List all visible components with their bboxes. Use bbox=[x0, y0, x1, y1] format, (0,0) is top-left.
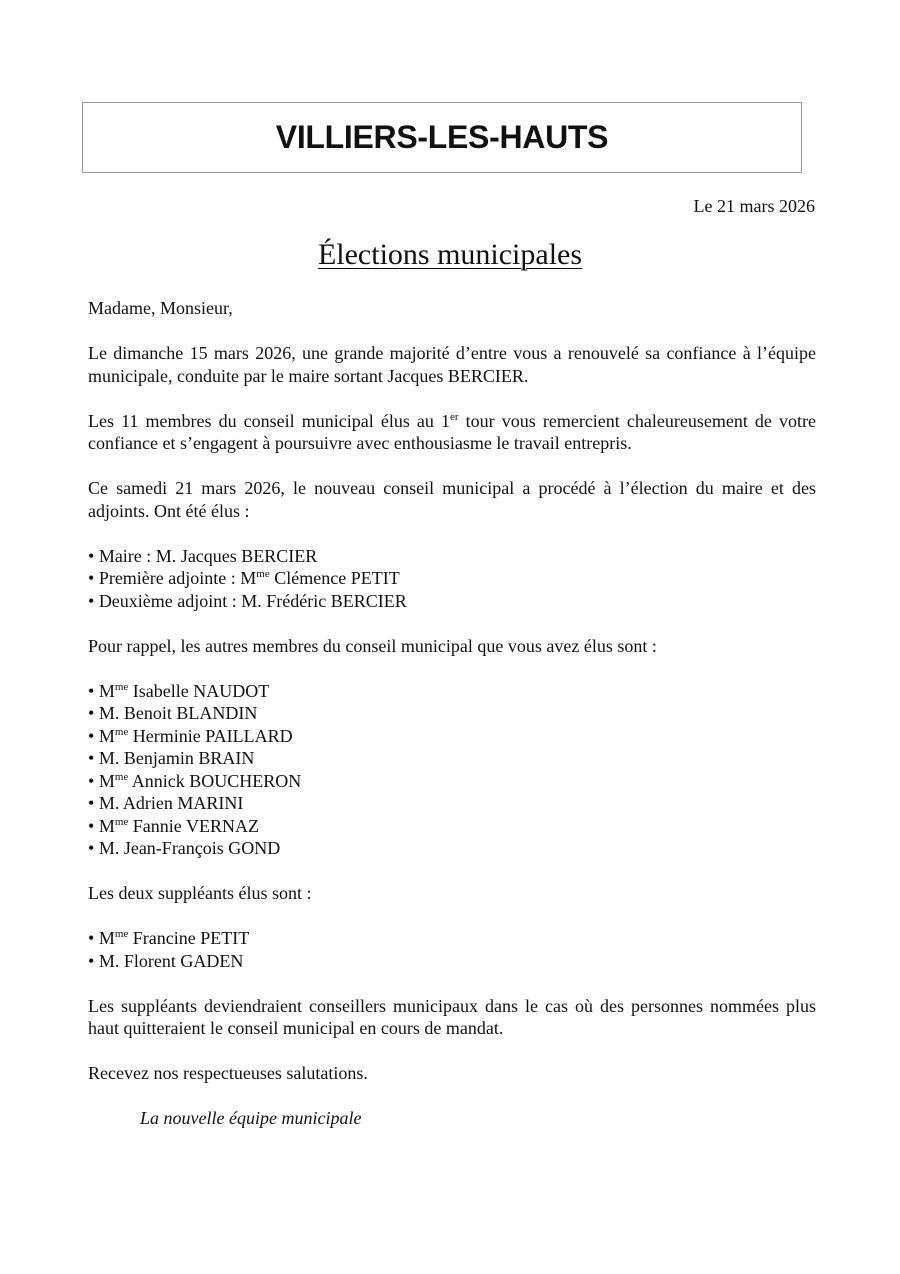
paragraph-substitutes-note: Les suppléants deviendraient conseillers municipaux dans le cas où des personnes nommées plus haut quitteraient le conseil municipal en cours de mandat. bbox=[88, 995, 816, 1038]
town-name: VILLIERS-LES-HAUTS bbox=[275, 119, 609, 155]
substitute-item: • $M^{me}$ Francine PETIT bbox=[88, 927, 816, 950]
member-item: • M. Benjamin BRAIN bbox=[88, 747, 816, 770]
letter-body bbox=[88, 297, 816, 1152]
member-item: • $M^{me}$ Herminie PAILLARD bbox=[88, 725, 816, 748]
members-list bbox=[88, 680, 816, 860]
paragraph-mayor-election: Ce samedi 21 mars 2026, le nouveau conseil municipal a procédé à l’élection du maire et des adjoints. Ont été élus : bbox=[88, 478, 816, 521]
paragraph-thanks-end: tour vous remercient chaleureusement de votre confiance et s’engagent à poursuivre avec enthousiasme le travail entrepris. bbox=[88, 410, 816, 453]
closing: Recevez nos respectueuses salutations. bbox=[88, 1063, 368, 1083]
substitute-item: • M. Florent GADEN bbox=[88, 950, 816, 973]
ordinal-suffix: er bbox=[450, 410, 459, 423]
document-title bbox=[0, 238, 900, 272]
letter-date: Le 21 mars 2026 bbox=[693, 196, 815, 216]
member-item: • $M^{me}$ Isabelle NAUDOT bbox=[88, 680, 816, 703]
member-item: • $M^{me}$ Annick BOUCHERON bbox=[88, 770, 816, 793]
document-title-text: Élections municipales bbox=[317, 238, 583, 271]
executive-list bbox=[88, 545, 816, 613]
executive-item: • Maire : M. Jacques BERCIER bbox=[88, 545, 816, 568]
substitutes-list bbox=[88, 927, 816, 972]
paragraph-other-members: Pour rappel, les autres membres du conseil municipal que vous avez élus sont : bbox=[88, 635, 657, 656]
member-item: • M. Benoit BLANDIN bbox=[88, 702, 816, 725]
member-item: • M. Adrien MARINI bbox=[88, 792, 816, 815]
town-header-box bbox=[82, 102, 802, 173]
paragraph-thanks-start: Les 11 membres du conseil municipal élus au 1 bbox=[88, 410, 451, 431]
executive-item: • Première adjointe : $M^{me}$ Clémence PETIT bbox=[88, 567, 816, 590]
paragraph-substitutes-intro: Les deux suppléants élus sont : bbox=[88, 883, 312, 903]
paragraph-thanks bbox=[88, 410, 816, 455]
signature: La nouvelle équipe municipale bbox=[140, 1108, 362, 1128]
greeting: Madame, Monsieur, bbox=[88, 298, 233, 318]
executive-item: • Deuxième adjoint : M. Frédéric BERCIER bbox=[88, 590, 816, 613]
paragraph-election-result: Le dimanche 15 mars 2026, une grande majorité d’entre vous a renouvelé sa confiance à l’équipe municipale, conduite par le maire sortant Jacques BERCIER. bbox=[88, 343, 816, 386]
member-item: • $M^{me}$ Fannie VERNAZ bbox=[88, 815, 816, 838]
member-item: • M. Jean-François GOND bbox=[88, 837, 816, 860]
